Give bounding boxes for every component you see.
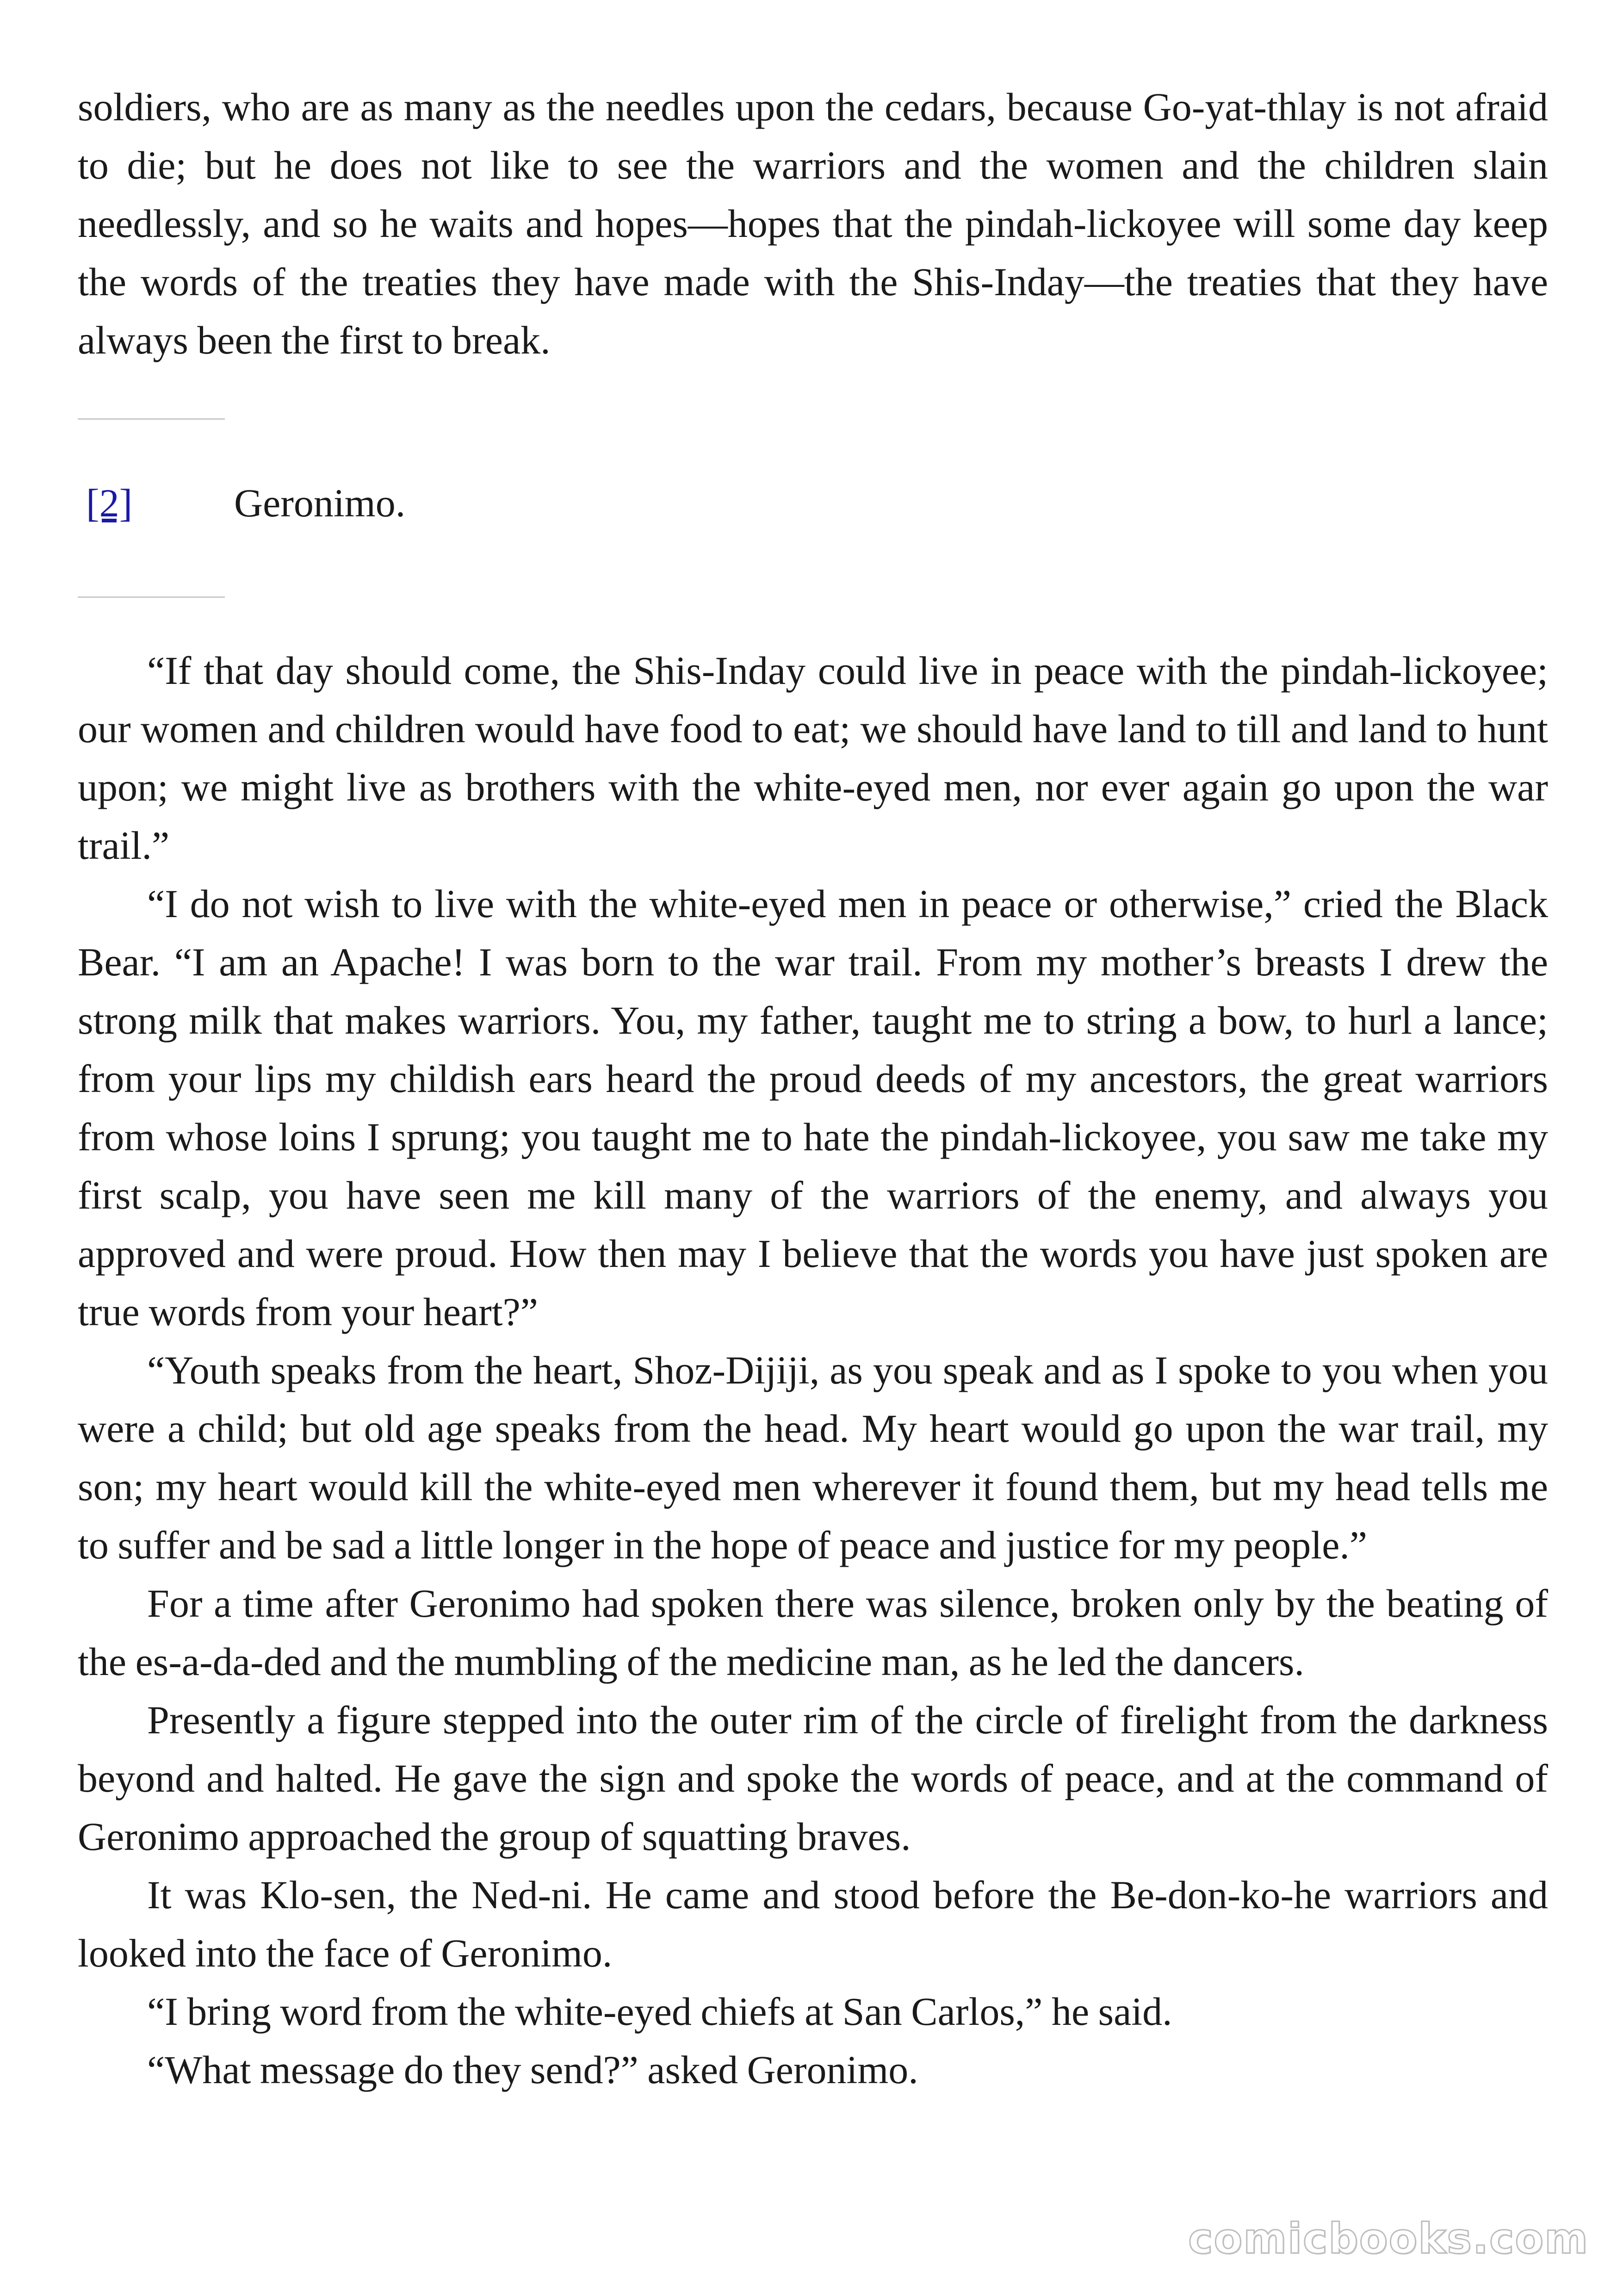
footnote-ref-link[interactable]: [2] (86, 481, 133, 525)
footnote-divider-bottom (78, 596, 225, 598)
paragraph: Presently a figure stepped into the outer rim of the circle of firelight from the darkness beyond and halted. He gave the sign and spoke the words of peace, and at the command of Geronimo approached the group of squatting braves. (78, 1698, 1548, 1859)
page-main-text (78, 641, 1548, 2099)
paragraph: For a time after Geronimo had spoken there was silence, broken only by the beating of the es-a-da-ded and the mumbling of the medicine man, as he led the dancers. (78, 1581, 1548, 1684)
watermark: comicbooks.com (1188, 2215, 1589, 2263)
paragraph: “Youth speaks from the heart, Shoz-Dijiji, as you speak and as I spoke to you when you were a child; but old age speaks from the head. My heart would go upon the war trail, my son; my heart would kill the white-eyed men wherever it found them, but my head tells me to suffer and be sad a little longer in the hope of peace and justice for my people.” (78, 1348, 1548, 1567)
footnote-divider-top (78, 418, 225, 420)
footnote-text: Geronimo. (234, 481, 406, 525)
paragraph: It was Klo-sen, the Ned-ni. He came and stood before the Be-don-ko-he warriors and looked into the face of Geronimo. (78, 1873, 1548, 1975)
paragraph: “I bring word from the white-eyed chiefs at San Carlos,” he said. (147, 1989, 1172, 2034)
page-top-text (78, 78, 1548, 369)
paragraph: “If that day should come, the Shis-Inday could live in peace with the pindah-lickoyee; our women and children would have food to eat; we should have land to till and land to hunt upon; we might live as brothers with the white-eyed men, nor ever again go upon the war trail.” (78, 648, 1548, 868)
footnote (86, 474, 405, 532)
paragraph: “What message do they send?” asked Geronimo. (147, 2048, 918, 2092)
paragraph: soldiers, who are as many as the needles upon the cedars, because Go-yat-thlay is not afraid to die; but he does not like to see the warriors and the women and the children slain needlessly, and so he waits and hopes—hopes that the pindah-lickoyee will some day keep the words of the treaties they have made with the Shis-Inday—the treaties that they have always been the first to break. (78, 85, 1548, 362)
paragraph: “I do not wish to live with the white-eyed men in peace or otherwise,” cried the Black Bear. “I am an Apache! I was born to the war trail. From my mother’s breasts I drew the strong milk that makes warriors. You, my father, taught me to string a bow, to hurl a lance; from your lips my childish ears heard the proud deeds of my ancestors, the great warriors from whose loins I sprung; you taught me to hate the pindah-lickoyee, you saw me take my first scalp, you have seen me kill many of the warriors of the enemy, and always you approved and were proud. How then may I believe that the words you have just spoken are true words from your heart?” (78, 881, 1548, 1334)
